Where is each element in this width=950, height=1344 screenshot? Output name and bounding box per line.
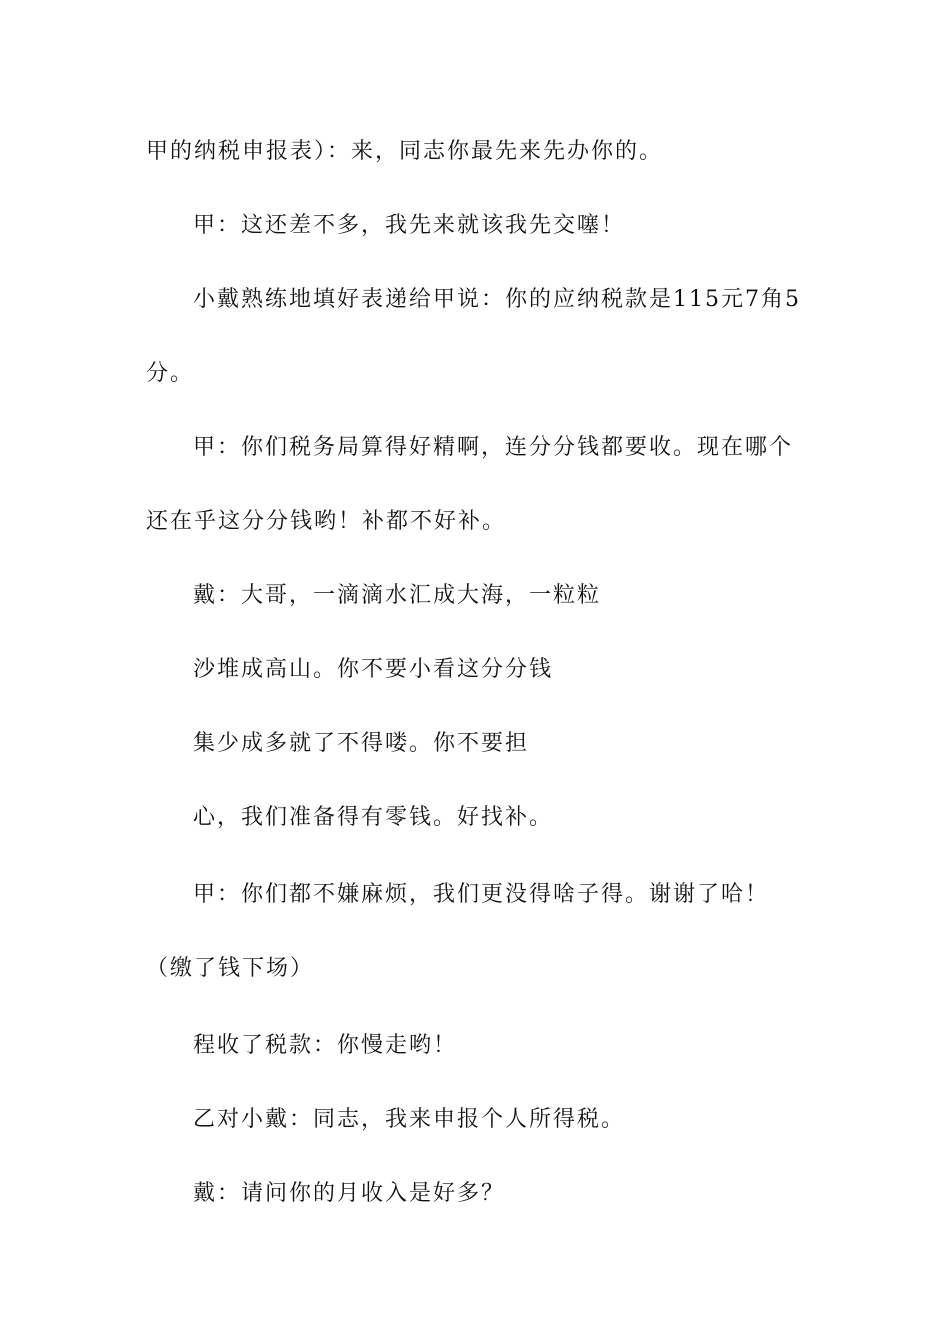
text-line: 沙堆成高山。你不要小看这分分钱 <box>193 657 554 682</box>
text-line: 甲：这还差不多，我先来就该我先交噻！ <box>193 213 626 238</box>
text-line: 甲：你们税务局算得好精啊，连分分钱都要收。现在哪个 <box>193 435 794 460</box>
text-line: 戴：请问你的月收入是好多？ <box>193 1181 506 1206</box>
text-line: 还在乎这分分钱哟！补都不好补。 <box>146 509 507 534</box>
text-line: 戴：大哥，一滴滴水汇成大海，一粒粒 <box>193 583 602 608</box>
text-line: 乙对小戴：同志，我来申报个人所得税。 <box>193 1107 626 1132</box>
text-line: （缴了钱下场） <box>146 956 315 981</box>
text-line: 程收了税款：你慢走哟！ <box>193 1033 458 1058</box>
text-line: 甲的纳税申报表）：来，同志你最先来先办你的。 <box>146 139 664 164</box>
text-line: 心，我们准备得有零钱。好找补。 <box>193 805 554 830</box>
text-line: 集少成多就了不得喽。你不要担 <box>193 731 530 756</box>
text-line: 甲：你们都不嫌麻烦，我们更没得啥子得。谢谢了哈！ <box>193 882 770 907</box>
text-line: 分。 <box>146 361 195 386</box>
text-line: 小戴熟练地填好表递给甲说：你的应纳税款是115元7角5 <box>193 287 801 312</box>
